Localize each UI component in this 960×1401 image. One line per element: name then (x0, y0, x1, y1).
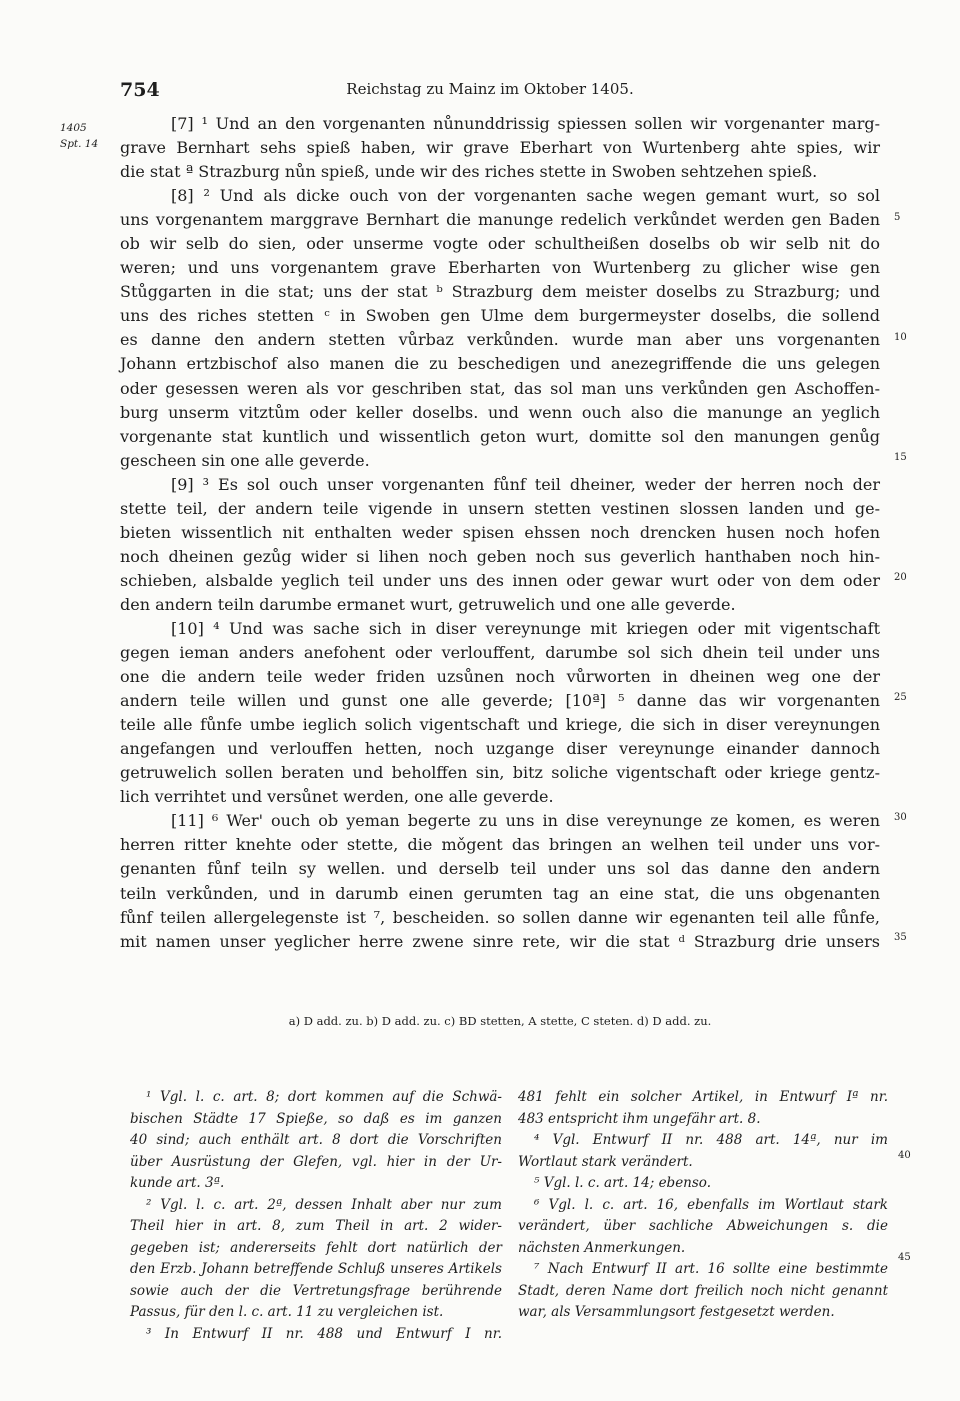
margin-date-note (60, 120, 98, 153)
footnote-line: verändert, über sachliche Abweichungen s. die (518, 1218, 888, 1234)
text-line: [9] ³ Es sol ouch unser vorgenanten fůnf teil dheiner, weder der herren noch der (171, 474, 880, 494)
margin-day: Spt. 14 (60, 138, 99, 151)
text-line: ob wir selb do sien, oder unserme vogte oder schultheißen doselbs ob wir selb nit do (120, 234, 880, 254)
text-line: die stat ª Strazburg nůn spieß, unde wir des riches stette in Swoben sehtzehen spieß. (120, 162, 818, 182)
page-number: 754 (120, 79, 160, 101)
text-line: oder gesessen weren als vor geschriben stat, das sol man uns verkůnden gen Aschoffen- (120, 378, 880, 398)
footnote-line: Wortlaut stark verändert. (518, 1153, 693, 1170)
footnote-line-number: 40 (898, 1150, 911, 1161)
footnote-line: ⁷ Nach Entwurf II art. 16 sollte eine bestimmte (534, 1261, 888, 1277)
footnote-line: 481 fehlt ein solcher Artikel, in Entwurf Iª nr. (518, 1089, 888, 1105)
text-line: noch dheinen gezůg wider si lihen noch geben noch sus geverlich hanthaben noch hin- (120, 546, 880, 566)
text-line: stette teil, der andern teile vigende in unsern stetten vestinen slossen landen und ge- (120, 498, 880, 518)
footnote-line: war, als Versammlungsort festgesetzt werden. (518, 1304, 835, 1320)
footnote-line: über Ausrüstung der Glefen, vgl. hier in der Ur- (130, 1153, 502, 1170)
footnote-line: sowie auch der die Vertretungsfrage berührende (130, 1282, 502, 1299)
line-number: 5 (894, 212, 901, 223)
text-line: uns des riches stetten ᶜ in Swoben gen Ulme dem burgermeyster doselbs, die sollend (120, 306, 880, 326)
footnote-line: 40 sind; auch enthält art. 8 dort die Vorschriften (130, 1132, 502, 1148)
footnote-line: ³ In Entwurf II nr. 488 und Entwurf I nr. (146, 1325, 502, 1342)
footnote-line: den Erzb. Johann betreffende Schluß unseres Artikels (130, 1261, 502, 1277)
text-line: schieben, alsbalde yeglich teil under uns des innen oder gewar wurt oder von dem oder (120, 570, 880, 590)
text-line: es danne den andern stetten vůrbaz verkůnden. wurde man aber uns vorgenanten (120, 330, 880, 350)
text-line: teiln verkůnden, und in darumb einen gerumten tag an eine stat, die uns obgenanten (120, 883, 880, 903)
text-line: Johann ertzbischof also manen die zu beschedigen und anezegriffende die uns gelegen (120, 354, 880, 374)
footnote-line: nächsten Anmerkungen. (518, 1239, 686, 1256)
footnote-line: Theil hier in art. 8, zum Theil in art. 2 wider- (130, 1218, 502, 1234)
text-line: burg unserm vitztům oder keller doselbs. und wenn ouch also die manunge an yeglich (120, 402, 880, 422)
footnotes-right-column (518, 1087, 888, 1324)
text-line: Stůggarten in die stat; uns der stat ᵇ Strazburg dem meister doselbs zu Strazburg; und (120, 282, 880, 302)
text-line: grave Bernhart sehs spieß haben, wir grave Eberhart von Wurtenberg ahte spies, wir (120, 138, 880, 158)
footnote-line: kunde art. 3ª. (130, 1175, 225, 1191)
text-line: teile alle fůnfe umbe ieglich solich vigentschaft und kriege, die sich in diser vereynungen (120, 715, 880, 735)
footnote-line: bischen Städte 17 Spieße, so daß es im ganzen (130, 1110, 502, 1127)
footnote-line: ² Vgl. l. c. art. 2ª, dessen Inhalt aber nur zum (146, 1196, 502, 1213)
footnote-line: ¹ Vgl. l. c. art. 8; dort kommen auf die Schwä- (146, 1089, 502, 1105)
footnote-line: Stadt, deren Name dort freilich noch nicht genannt (518, 1282, 888, 1299)
line-number: 25 (894, 692, 907, 703)
text-line: [7] ¹ Und an den vorgenanten nůnunddrissig spiessen sollen wir vorgenanter marg- (171, 114, 880, 133)
footnote-line: ⁶ Vgl. l. c. art. 16, ebenfalls im Wortlaut stark (534, 1196, 888, 1213)
text-line: andern teile willen und gunst one alle geverde; [10ª] ⁵ danne das wir vorgenanten (120, 691, 880, 711)
footnote-line: gegeben ist; andererseits fehlt dort natürlich der (130, 1239, 502, 1256)
line-number: 35 (894, 932, 907, 943)
footnote-line: Passus, für den l. c. art. 11 zu vergleichen ist. (130, 1304, 444, 1320)
text-line: fůnf teilen allergelegenste ist ⁷, bescheiden. so sollen danne wir egenanten teil alle fůnfe, (120, 907, 880, 927)
footnote-line-number: 45 (898, 1252, 911, 1263)
text-line: lich verrihtet und versůnet werden, one alle geverde. (120, 787, 554, 807)
critical-apparatus: a) D add. zu. b) D add. zu. c) BD stetten, A stette, C steten. d) D add. zu. (288, 1014, 712, 1028)
text-line: gegen ieman anders anefohent oder verlouffent, darumbe sol sich dhein teil under uns (120, 643, 880, 663)
line-number: 20 (894, 572, 907, 583)
text-line: [10] ⁴ Und was sache sich in diser vereynunge mit kriegen oder mit vigentschaft (171, 618, 880, 638)
text-line: gescheen sin one alle geverde. (120, 450, 370, 470)
footnote-line: ⁵ Vgl. l. c. art. 14; ebenso. (534, 1175, 711, 1191)
text-line: angefangen und verlouffen hetten, noch uzgange diser vereynunge einander dannoch (120, 739, 880, 759)
text-line: uns vorgenantem marggrave Bernhart die manunge redelich verkůndet werden gen Baden (120, 210, 880, 230)
footnote-line: ⁴ Vgl. Entwurf II nr. 488 art. 14ª, nur im (534, 1132, 888, 1148)
text-line: getruwelich sollen beraten und beholffen sin, bitz soliche vigentschaft oder kriege gentz- (120, 763, 880, 783)
running-title: Reichstag zu Mainz im Oktober 1405. (346, 80, 634, 98)
line-number: 15 (894, 452, 907, 463)
text-line: vorgenante stat kuntlich und wissentlich geton wurt, domitte sol den manungen genůg (120, 426, 880, 446)
footnote-line: 483 entspricht ihm ungefähr art. 8. (518, 1110, 761, 1127)
line-number: 10 (894, 332, 907, 343)
text-line: [11] ⁶ Wer' ouch ob yeman begerte zu uns in dise vereynunge ze komen, es weren (171, 811, 880, 831)
text-line: bieten wissentlich nit enthalten weder spisen ehssen noch drencken husen noch hofen (120, 522, 880, 542)
text-line: one die andern teile weder friden uzsůnen noch vůrworten in dheinen weg one der (120, 667, 880, 687)
text-line: herren ritter knehte oder stette, die mǒgent das bringen an welhen teil under uns vor- (120, 835, 880, 855)
text-line: mit namen unser yeglicher herre zwene sinre rete, wir die stat ᵈ Strazburg drie unsers (120, 931, 880, 951)
text-line: genanten fůnf teiln sy wellen. und derselb teil under uns sol das danne den andern (120, 859, 880, 879)
margin-year: 1405 (60, 122, 87, 134)
main-text (120, 112, 880, 954)
line-number: 30 (894, 812, 907, 823)
text-line: den andern teiln darumbe ermanet wurt, getruwelich und one alle geverde. (120, 594, 736, 614)
footnotes-left-column (130, 1087, 502, 1345)
text-line: weren; und uns vorgenantem grave Eberharten von Wurtenberg zu glicher wise gen (120, 258, 880, 278)
text-line: [8] ² Und als dicke ouch von der vorgenanten sache wegen gemant wurt, so sol (171, 186, 880, 206)
